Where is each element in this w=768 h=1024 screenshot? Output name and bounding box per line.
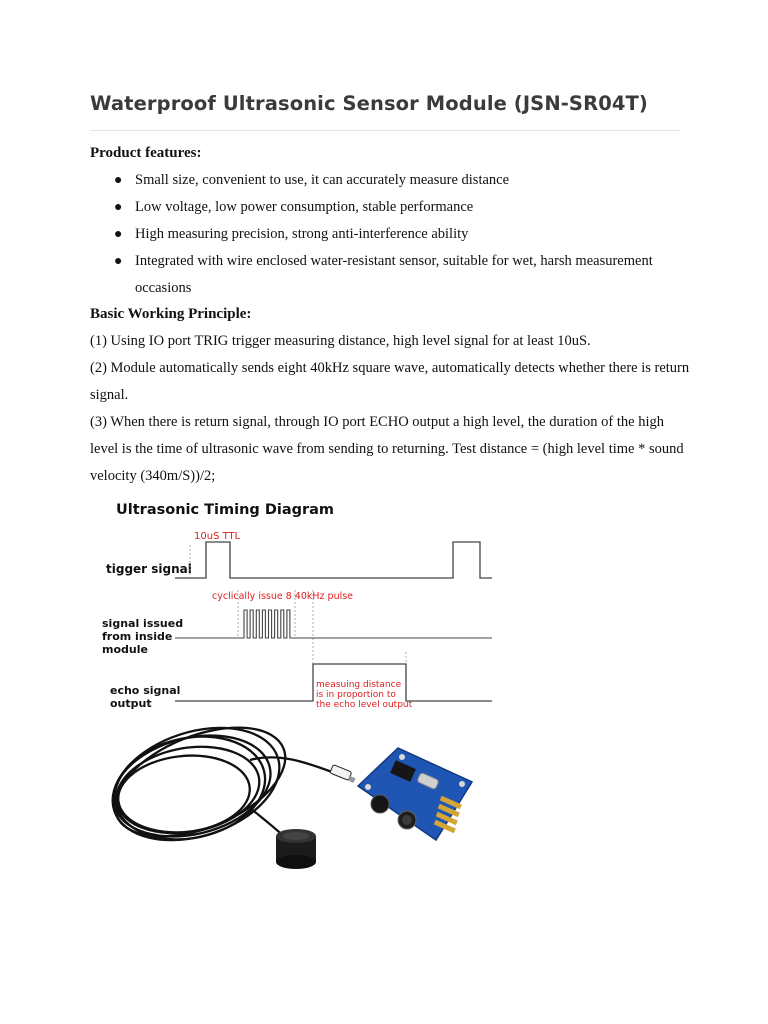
bullet-icon: ● bbox=[114, 173, 123, 188]
module-label-line-3: module bbox=[102, 643, 148, 656]
bullet-icon: ● bbox=[114, 227, 123, 242]
echo-note-line-2: is in proportion to bbox=[316, 690, 396, 700]
sensor-probe bbox=[276, 829, 316, 869]
page-title: Waterproof Ultrasonic Sensor Module (JSN-SR04T) bbox=[90, 92, 648, 115]
echo-label-line-1: echo signal bbox=[110, 684, 181, 697]
trigger-waveform bbox=[175, 542, 492, 578]
title-divider bbox=[90, 130, 680, 131]
module-label-line-2: from inside bbox=[102, 630, 173, 643]
principle-step-3: (3) When there is return signal, through IO port ECHO output a high level, the duration of the high level is the time of ultrasonic wave from sending to returning. Test distance = (high level time * sound velocity (340m/S))/2; bbox=[90, 414, 684, 484]
feature-list bbox=[90, 167, 690, 302]
cable-connector bbox=[330, 765, 356, 783]
principle-step-1: (1) Using IO port TRIG trigger measuring distance, high level signal for at least 10uS. bbox=[90, 333, 591, 349]
diagram-title: Ultrasonic Timing Diagram bbox=[116, 502, 335, 518]
echo-note-line-3: the echo level output bbox=[316, 700, 413, 710]
product-photo bbox=[100, 724, 490, 894]
module-label-line-1: signal issued bbox=[102, 617, 184, 630]
trigger-label: tigger signal bbox=[106, 562, 192, 576]
list-item: ● High measuring precision, strong anti-interference ability bbox=[90, 221, 690, 248]
burst-waveform bbox=[175, 610, 492, 638]
echo-label-line-2: output bbox=[110, 697, 152, 710]
pcb-module bbox=[358, 748, 472, 840]
principle-heading: Basic Working Principle: bbox=[90, 306, 252, 322]
bullet-icon: ● bbox=[114, 200, 123, 215]
list-item: ● Low voltage, low power consumption, stable performance bbox=[90, 194, 690, 221]
timing-diagram bbox=[100, 492, 500, 717]
list-item: ● Integrated with wire enclosed water-resistant sensor, suitable for wet, harsh measurement occasions bbox=[90, 248, 690, 302]
features-heading: Product features: bbox=[90, 145, 202, 161]
echo-note-line-1: measuing distance bbox=[316, 680, 402, 690]
burst-note: cyclically issue 8 40kHz pulse bbox=[212, 591, 354, 602]
list-item: ● Small size, convenient to use, it can accurately measure distance bbox=[90, 167, 690, 194]
principle-step-2: (2) Module automatically sends eight 40kHz square wave, automatically detects whether there is return signal. bbox=[90, 360, 690, 403]
bullet-icon: ● bbox=[114, 254, 123, 269]
trigger-note: 10uS TTL bbox=[194, 531, 241, 542]
